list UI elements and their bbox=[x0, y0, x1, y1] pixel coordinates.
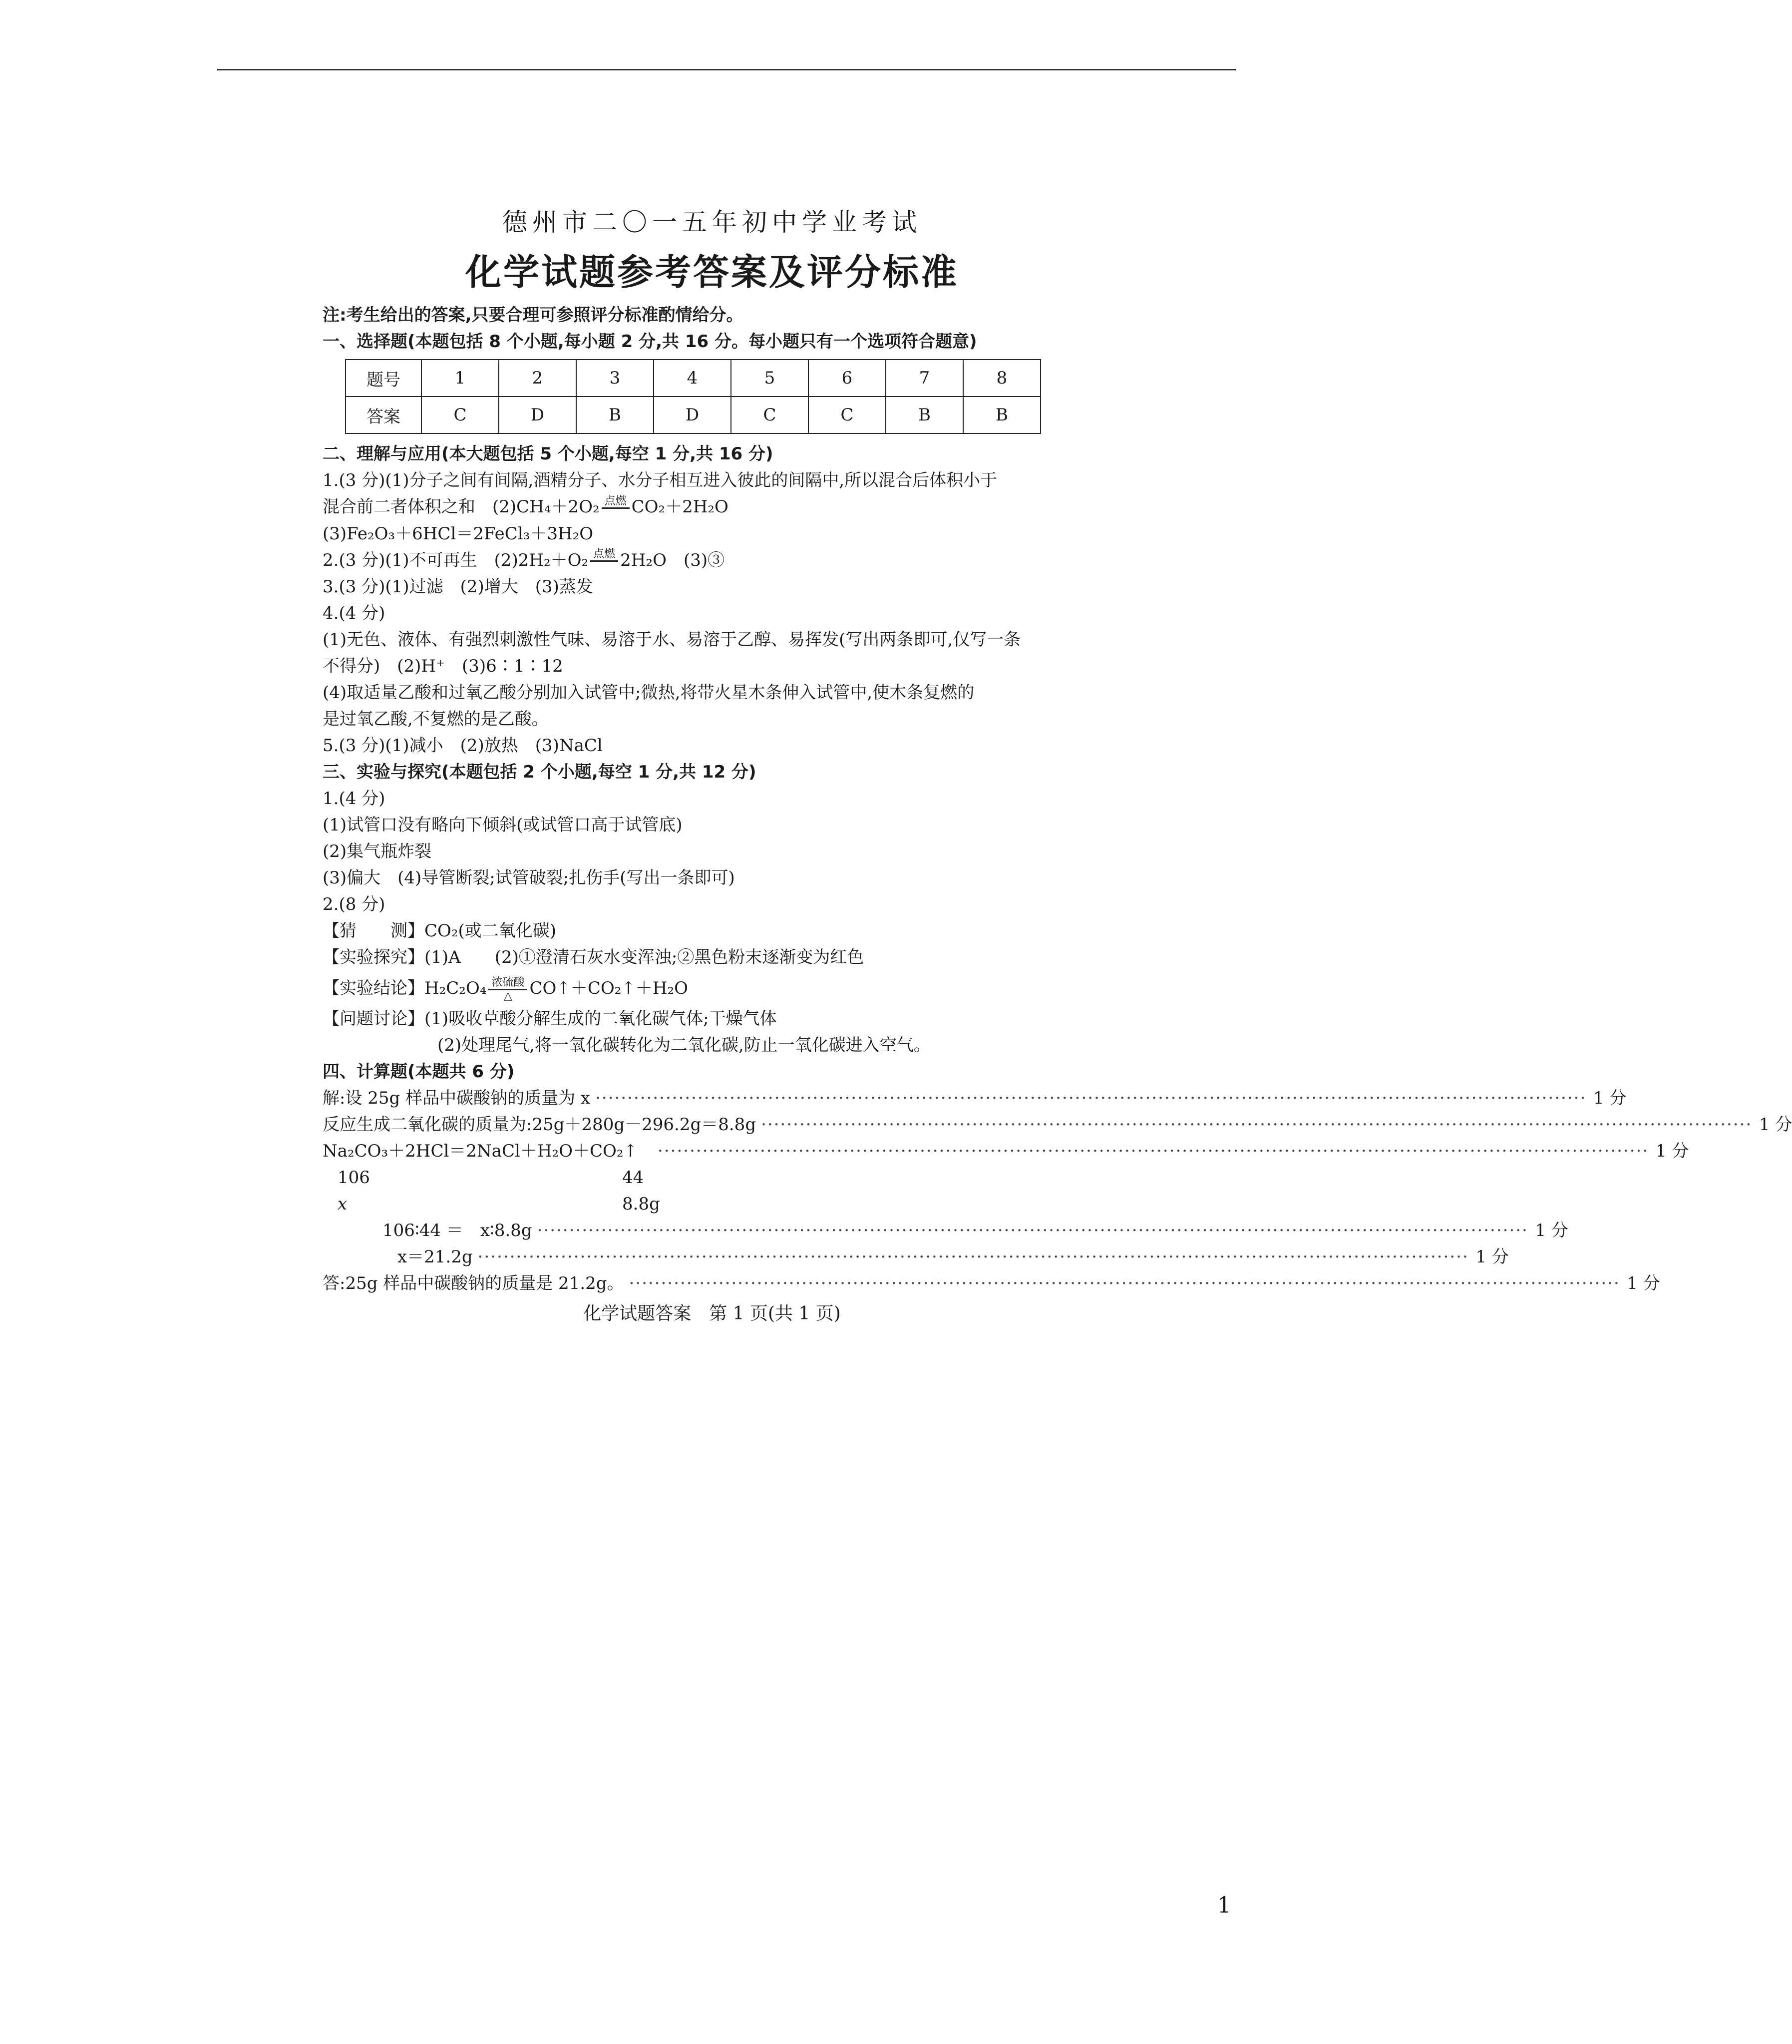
molar-mass-row bbox=[323, 1165, 1101, 1191]
exam-subtitle: 德州市二〇一五年初中学业考试 bbox=[502, 208, 922, 237]
table-cell: C bbox=[808, 397, 886, 433]
reaction-condition bbox=[590, 548, 618, 574]
table-cell: 4 bbox=[654, 360, 731, 397]
mass-row bbox=[323, 1191, 1101, 1218]
calc-score: 1 分 bbox=[1593, 1088, 1627, 1108]
s2-q4-c: (4)取适量乙酸和过氧乙酸分别加入试管中;微热,将带火星木条伸入试管中,使木条复燃的 bbox=[323, 683, 975, 703]
s3-guess: 【猜 测】CO₂(或二氧化碳) bbox=[323, 921, 557, 941]
calc-step bbox=[323, 1085, 1627, 1112]
calc-step bbox=[323, 1244, 1509, 1270]
leader-dots: ··························································································································································· bbox=[595, 1088, 1587, 1108]
s3-q2: 2.(8 分) bbox=[323, 894, 385, 914]
s2-q1-line2 bbox=[323, 494, 1101, 521]
table-header-number: 题号 bbox=[346, 360, 421, 397]
s3-conclusion bbox=[323, 971, 1101, 1006]
mass-co2: 8.8g bbox=[622, 1194, 660, 1214]
s3-conclusion-left: 【实验结论】H₂C₂O₄ bbox=[323, 978, 487, 998]
leader-dots: ··························································································································································· bbox=[629, 1273, 1620, 1293]
section1-heading: 一、选择题(本题包括 8 个小题,每小题 2 分,共 16 分。每小题只有一个选项符合题意) bbox=[323, 332, 977, 352]
table-cell: 1 bbox=[421, 360, 499, 397]
molar-mass-na2co3: 106 bbox=[338, 1168, 370, 1188]
calc-step-text: 106∶44 ＝ x∶8.8g bbox=[382, 1221, 532, 1240]
calc-score: 1 分 bbox=[1475, 1247, 1509, 1267]
s3-discuss-b: (2)处理尾气,将一氧化碳转化为二氧化碳,防止一氧化碳进入空气。 bbox=[437, 1035, 931, 1055]
s3-discuss-a: 【问题讨论】(1)吸收草酸分解生成的二氧化碳气体;干燥气体 bbox=[323, 1009, 777, 1029]
s2-q3: 3.(3 分)(1)过滤 (2)增大 (3)蒸发 bbox=[323, 577, 593, 597]
calc-step bbox=[323, 1270, 1660, 1297]
s3-conclusion-right: CO↑＋CO₂↑＋H₂O bbox=[529, 978, 688, 998]
calc-step bbox=[323, 1138, 1689, 1165]
section4-heading: 四、计算题(本题共 6 分) bbox=[323, 1062, 515, 1082]
calc-step-text: 解:设 25g 样品中碳酸钠的质量为 x bbox=[323, 1088, 591, 1108]
section2-heading: 二、理解与应用(本大题包括 5 个小题,每空 1 分,共 16 分) bbox=[323, 444, 773, 464]
table-cell: 6 bbox=[808, 360, 886, 397]
calc-step-text: x＝21.2g bbox=[397, 1247, 473, 1267]
s2-q2 bbox=[323, 547, 1101, 574]
leader-dots: ··························································································································································· bbox=[658, 1141, 1649, 1161]
s3-q1: 1.(4 分) bbox=[323, 789, 385, 809]
page-number: 1 bbox=[1217, 1893, 1231, 1918]
table-cell: B bbox=[886, 397, 963, 433]
calc-score: 1 分 bbox=[1627, 1273, 1660, 1293]
page-footer: 化学试题答案 第 1 页(共 1 页) bbox=[583, 1303, 841, 1324]
s2-q1-line1: 1.(3 分)(1)分子之间有间隔,酒精分子、水分子相互进入彼此的间隔中,所以混合后体积小于 bbox=[323, 470, 998, 490]
table-cell: B bbox=[963, 397, 1041, 433]
table-cell: C bbox=[421, 397, 499, 433]
mass-unknown: x bbox=[338, 1194, 348, 1214]
reaction-condition bbox=[488, 977, 527, 1002]
calc-step bbox=[323, 1112, 1792, 1138]
table-cell: D bbox=[499, 397, 576, 433]
molar-mass-co2: 44 bbox=[622, 1168, 644, 1188]
s3-q1-a: (1)试管口没有略向下倾斜(或试管口高于试管底) bbox=[323, 815, 683, 835]
answer-sheet bbox=[323, 202, 1792, 1329]
leader-dots: ··························································································································································· bbox=[477, 1247, 1469, 1267]
table-cell: 2 bbox=[499, 360, 576, 397]
table-row-answers bbox=[346, 397, 1041, 433]
leader-dots: ··························································································································································· bbox=[761, 1115, 1753, 1135]
table-cell: C bbox=[731, 397, 808, 433]
s2-q2-left: 2.(3 分)(1)不可再生 (2)2H₂＋O₂ bbox=[323, 550, 589, 570]
reaction-condition bbox=[602, 495, 630, 521]
s2-q1-eq-right: CO₂＋2H₂O bbox=[631, 497, 728, 517]
s2-q5: 5.(3 分)(1)减小 (2)放热 (3)NaCl bbox=[323, 736, 603, 756]
table-cell: 8 bbox=[963, 360, 1041, 397]
s2-q4-a: (1)无色、液体、有强烈刺激性气味、易溶于水、易溶于乙醇、易挥发(写出两条即可,仅写一条 bbox=[323, 630, 1021, 650]
condition-label: 浓硫酸 bbox=[488, 977, 527, 990]
s2-q4-b: 不得分) (2)H⁺ (3)6∶1∶12 bbox=[323, 656, 563, 676]
table-cell: 7 bbox=[886, 360, 963, 397]
calc-step-text: 反应生成二氧化碳的质量为:25g＋280g－296.2g＝8.8g bbox=[323, 1115, 756, 1135]
s2-q4-d: 是过氧乙酸,不复燃的是乙酸。 bbox=[323, 709, 549, 729]
s2-q2-right: 2H₂O (3)③ bbox=[620, 550, 725, 570]
s3-q1-b: (2)集气瓶炸裂 bbox=[323, 841, 432, 861]
s2-q4: 4.(4 分) bbox=[323, 603, 385, 623]
header-rule bbox=[217, 69, 1236, 70]
choice-answer-table bbox=[345, 359, 1041, 434]
section3-heading: 三、实验与探究(本题包括 2 个小题,每空 1 分,共 12 分) bbox=[323, 762, 756, 782]
heat-symbol: △ bbox=[503, 989, 512, 1002]
condition-label: 点燃 bbox=[602, 495, 630, 509]
s2-q1-line3: (3)Fe₂O₃＋6HCl＝2FeCl₃＋3H₂O bbox=[323, 523, 594, 544]
table-cell: D bbox=[654, 397, 731, 433]
calc-score: 1 分 bbox=[1759, 1115, 1792, 1135]
calc-step-text: Na₂CO₃＋2HCl＝2NaCl＋H₂O＋CO₂↑ bbox=[323, 1141, 638, 1161]
table-cell: 5 bbox=[731, 360, 808, 397]
calc-step-text: 答:25g 样品中碳酸钠的质量是 21.2g。 bbox=[323, 1273, 624, 1293]
s3-q1-c: (3)偏大 (4)导管断裂;试管破裂;扎伤手(写出一条即可) bbox=[323, 868, 735, 888]
calc-step bbox=[323, 1218, 1568, 1244]
table-cell: 3 bbox=[576, 360, 654, 397]
calc-score: 1 分 bbox=[1655, 1141, 1689, 1161]
exam-title: 化学试题参考答案及评分标准 bbox=[465, 251, 959, 293]
grading-note: 注:考生给出的答案,只要合理可参照评分标准酌情给分。 bbox=[323, 305, 743, 325]
s2-q1-eq-left: 混合前二者体积之和 (2)CH₄＋2O₂ bbox=[323, 497, 600, 517]
s3-explore: 【实验探究】(1)A (2)①澄清石灰水变浑浊;②黑色粉末逐渐变为红色 bbox=[323, 947, 864, 967]
leader-dots: ··························································································································································· bbox=[537, 1221, 1528, 1240]
table-header-answer: 答案 bbox=[346, 397, 421, 433]
table-row-numbers bbox=[346, 360, 1041, 397]
table-cell: B bbox=[576, 397, 654, 433]
condition-label: 点燃 bbox=[590, 548, 618, 562]
calc-score: 1 分 bbox=[1535, 1221, 1568, 1240]
